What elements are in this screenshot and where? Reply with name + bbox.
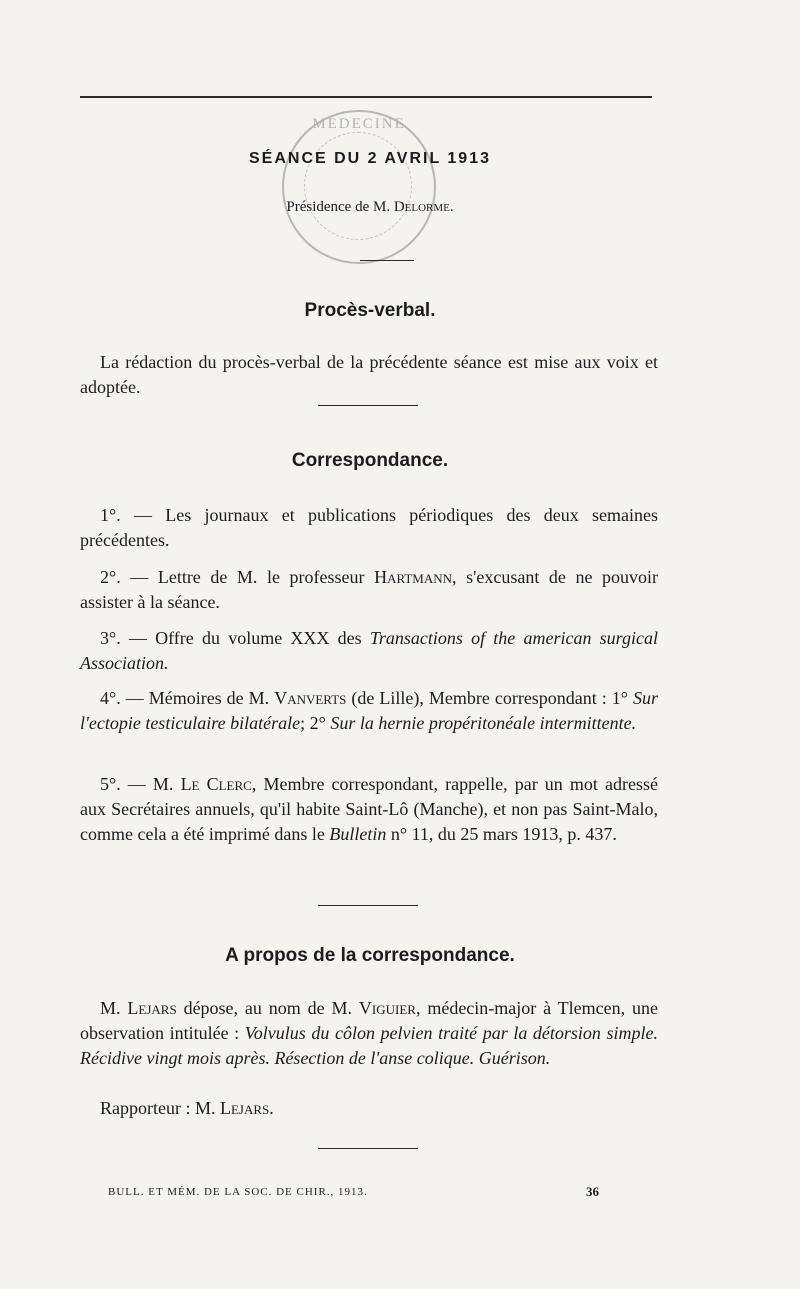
rule-after-correspondance (318, 905, 418, 906)
correspondance-title: Correspondance. (291, 450, 449, 471)
item4-text-a: 4°. — Mémoires de M. (100, 688, 270, 708)
item4-name: Vanverts (274, 688, 347, 708)
rule-after-presidence (360, 260, 414, 261)
a-propos-title: A propos de la correspondance. (225, 945, 515, 966)
item2-text-b: , s'excusant de ne pouvoir assister à la séance. (80, 567, 659, 612)
presidence-line (0, 199, 740, 216)
correspondance-item-5 (80, 772, 658, 847)
footer-journal: BULL. ET MÉM. DE LA SOC. DE CHIR., 1913. (108, 1186, 368, 1198)
item3-text-a: 3°. — Offre du volume XXX des (100, 628, 362, 648)
page-number: 36 (586, 1184, 599, 1199)
a-propos-name-2: Viguier (358, 998, 416, 1018)
correspondance-item-2 (80, 565, 658, 615)
item4-italic-1: Sur l'ectopie testiculaire bilatérale (80, 688, 659, 733)
item5-name: Le Clerc (180, 774, 252, 794)
stamp-inner-ring (304, 132, 412, 240)
rapporteur-text: Rapporteur : M. (100, 1098, 216, 1118)
stamp-text: MÉDECINE (312, 116, 406, 132)
a-propos-text-a: M. (100, 998, 121, 1018)
item4-text-c: ; 2° (300, 713, 326, 733)
correspondance-item-1: 1°. — Les journaux et publications périodiques des deux semaines précédentes. (80, 505, 658, 550)
item4-italic-2: Sur la hernie propéritonéale intermittente. (330, 713, 637, 733)
presidence-name: Delorme. (393, 199, 454, 215)
seance-title: SÉANCE DU 2 AVRIL 1913 (249, 150, 491, 167)
library-stamp (282, 110, 436, 264)
item5-text-c: n° 11, du 25 mars 1913, p. 437. (390, 824, 617, 844)
rapporteur-name: Lejars. (219, 1098, 274, 1118)
rapporteur-line (80, 1096, 658, 1121)
rule-after-proces-verbal (318, 405, 418, 406)
rule-before-footer (318, 1148, 418, 1149)
item5-italic: Bulletin (329, 824, 387, 844)
item2-text-a: 2°. — Lettre de M. le professeur (100, 567, 365, 587)
correspondance-item-3 (80, 626, 658, 676)
a-propos-name-1: Lejars (127, 998, 177, 1018)
proces-verbal-text: La rédaction du procès-verbal de la précédente séance est mise aux voix et adoptée. (80, 352, 658, 397)
item2-name: Hartmann (374, 567, 453, 587)
presidence-prefix: Présidence de M. (286, 199, 391, 215)
a-propos-italic-title: Volvulus du côlon pelvien traité par la détorsion simple. Récidive vingt mois après. Résection de l'anse colique. Guérison. (80, 1023, 659, 1068)
item5-text-b: , Membre correspondant, rappelle, par un mot adressé aux Secrétaires annuels, qu'il habite Saint-Lô (Manche), et non pas Saint-Malo, comme cela a été imprimé dans le (80, 774, 659, 844)
a-propos-text-b: dépose, au nom de M. (183, 998, 353, 1018)
correspondance-item-4 (80, 686, 658, 736)
top-rule (80, 96, 652, 98)
item4-text-b: (de Lille), Membre correspondant : 1° (351, 688, 629, 708)
item3-italic: Transactions of the american surgical Association. (80, 628, 659, 673)
proces-verbal-title: Procès-verbal. (304, 300, 436, 321)
item5-text-a: 5°. — M. (100, 774, 174, 794)
a-propos-paragraph (80, 996, 658, 1071)
a-propos-text-c: , médecin-major à Tlemcen, une observation intitulée : (80, 998, 659, 1043)
